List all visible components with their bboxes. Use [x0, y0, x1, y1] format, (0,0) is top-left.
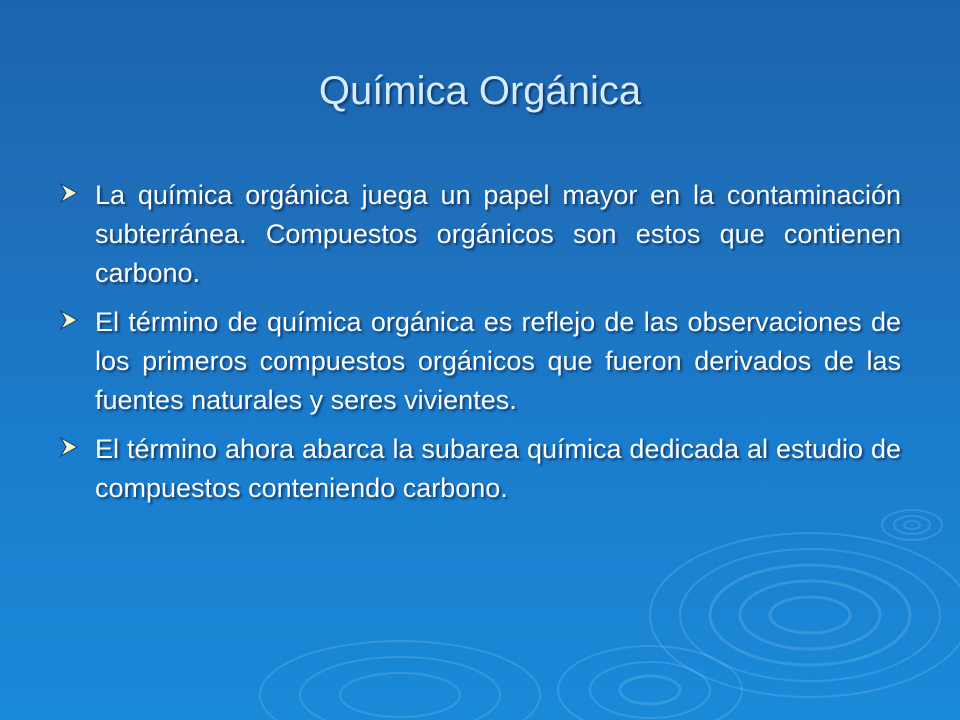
- slide-title: Química Orgánica: [318, 69, 642, 113]
- arrow-bullet-icon: [58, 182, 80, 204]
- bullet-text: El término ahora abarca la subarea química dedicada al estudio de compuestos conteniendo carbono.: [95, 434, 901, 503]
- bullet-item: [58, 430, 901, 508]
- arrow-bullet-icon: [58, 309, 80, 331]
- bullet-text: La química orgánica juega un papel mayor en la contaminación subterránea. Compuestos orgánicos son estos que contienen carbono.: [95, 180, 901, 288]
- bullet-item: [58, 176, 901, 293]
- bullet-list: [58, 176, 901, 518]
- bullet-text: El término de química orgánica es reflejo de las observaciones de los primeros compuestos orgánicos que fueron derivados de las fuentes naturales y seres vivientes.: [95, 307, 901, 415]
- arrow-bullet-icon: [58, 436, 80, 458]
- bullet-item: [58, 303, 901, 420]
